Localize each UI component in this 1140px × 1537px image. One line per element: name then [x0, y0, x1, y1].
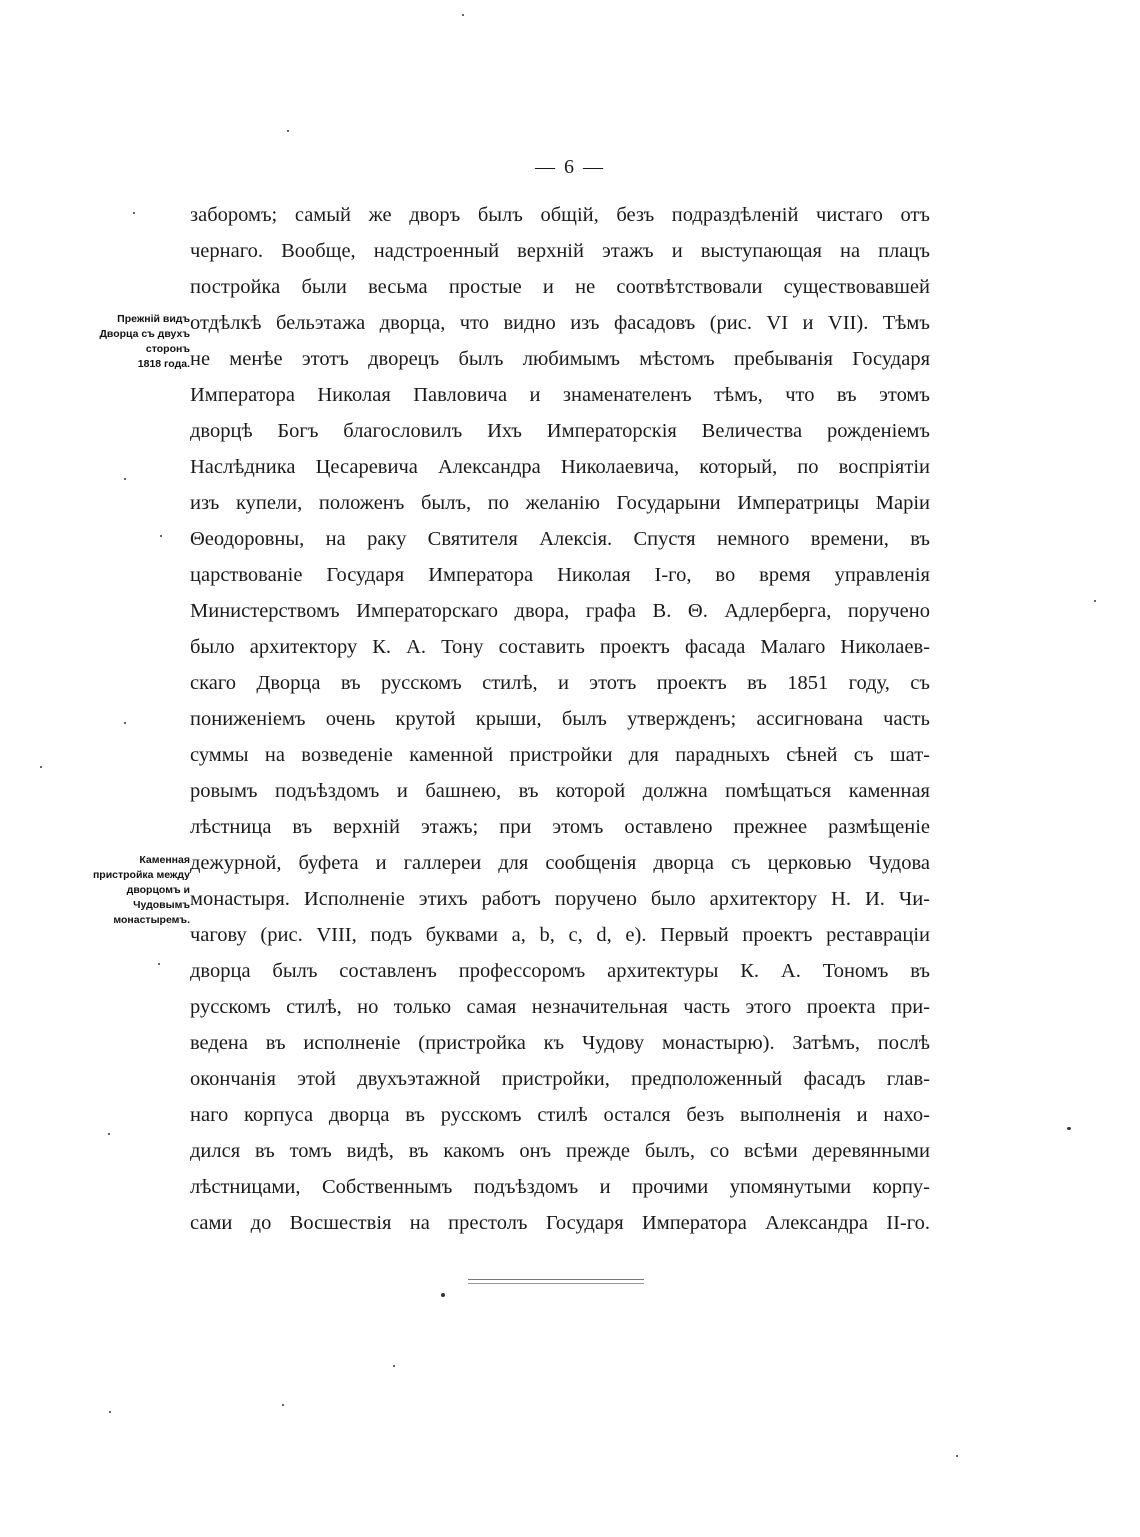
body-text: [190, 197, 930, 1241]
text-line: [190, 233, 930, 269]
text-line-content: было архитектору К. А. Тону составить проектъ фасада Малаго Николаев-: [190, 636, 930, 658]
text-line-content: заборомъ; самый же дворъ былъ общій, безъ подраздѣленій чистаго отъ: [190, 204, 930, 226]
text-line: [190, 521, 930, 557]
text-line: [190, 485, 930, 521]
text-line-content: скаго Дворца въ русскомъ стилѣ, и этотъ проектъ въ 1851 году, съ: [190, 672, 930, 694]
text-line: [190, 773, 930, 809]
scan-speck: [441, 1293, 445, 1297]
scan-speck: [1067, 1127, 1071, 1130]
scan-speck: [1094, 600, 1096, 602]
text-line: [190, 1205, 930, 1241]
text-line-content: Θеодоровны, на раку Святителя Алексія. Спустя немного времени, въ: [190, 528, 930, 550]
margin-note-line: дворцомъ и: [126, 884, 190, 896]
text-line: [190, 881, 930, 917]
text-line: [190, 1097, 930, 1133]
scan-speck: [158, 963, 160, 965]
text-line-content: дежурной, буфета и галлереи для сообщенія дворца съ церковью Чудова: [190, 852, 930, 874]
scan-speck: [108, 1133, 110, 1135]
scan-speck: [160, 535, 162, 537]
text-line: [190, 413, 930, 449]
scan-speck: [956, 1455, 958, 1457]
scan-speck: [40, 766, 42, 768]
text-line: [190, 269, 930, 305]
text-line-content: дворца былъ составленъ профессоромъ архитектуры К. А. Тономъ въ: [190, 960, 930, 982]
scan-speck: [282, 1404, 284, 1406]
text-line: [190, 593, 930, 629]
text-line: [190, 557, 930, 593]
margin-note-line: сторонъ: [145, 343, 190, 355]
scan-speck: [109, 1411, 111, 1413]
margin-note-line: Каменная: [139, 854, 190, 866]
text-line: [190, 665, 930, 701]
text-line-content: не менѣе этотъ дворецъ былъ любимымъ мѣстомъ пребыванія Государя: [190, 348, 930, 370]
page-number: — 6 —: [535, 156, 605, 178]
text-line: [190, 1169, 930, 1205]
text-line-content: монастыря. Исполненіе этихъ работъ поручено было архитектору Н. И. Чи-: [190, 888, 930, 910]
text-line: [190, 197, 930, 233]
text-line-content: лѣстницами, Собственнымъ подъѣздомъ и прочими упомянутыми корпу-: [190, 1176, 930, 1198]
text-line: [190, 989, 930, 1025]
text-line-content: чагову (рис. VIII, подъ буквами a, b, c, d, e). Первый проектъ реставраціи: [190, 924, 930, 946]
margin-note-line: пристройка между: [92, 869, 190, 881]
scan-speck: [133, 212, 135, 214]
text-line-content: дился въ томъ видѣ, въ какомъ онъ прежде былъ, со всѣми деревянными: [190, 1140, 930, 1162]
text-line-content: Наслѣдника Цесаревича Александра Николаевича, который, по воспріятіи: [190, 456, 930, 478]
text-line-content: Министерствомъ Императорскаго двора, графа В. Θ. Адлерберга, поручено: [190, 600, 930, 622]
text-line: [190, 809, 930, 845]
scan-speck: [124, 722, 126, 724]
text-line: [190, 377, 930, 413]
margin-note-line: монастыремъ.: [113, 914, 190, 926]
text-line-content: Императора Николая Павловича и знаменателенъ тѣмъ, что въ этомъ: [190, 384, 930, 406]
text-line: [190, 953, 930, 989]
text-line: [190, 1025, 930, 1061]
text-line-content: чернаго. Вообще, надстроенный верхній этажъ и выступающая на плацъ: [190, 240, 930, 262]
margin-note-stone-annex: [74, 853, 190, 928]
text-line-content: ведена въ исполненіе (пристройка къ Чудову монастырю). Затѣмъ, послѣ: [190, 1032, 930, 1054]
end-divider: [468, 1279, 644, 1284]
text-line-content: ровымъ подъѣздомъ и башнею, въ которой должна помѣщаться каменная: [190, 780, 930, 802]
scan-speck: [287, 130, 289, 132]
scan-speck: [393, 1365, 395, 1367]
text-line: [190, 1061, 930, 1097]
text-line-content: изъ купели, положенъ былъ, по желанію Государыни Императрицы Маріи: [190, 492, 930, 514]
text-line-content: лѣстница въ верхній этажъ; при этомъ оставлено прежнее размѣщеніе: [190, 816, 930, 838]
text-line-content: пониженіемъ очень крутой крыши, былъ утвержденъ; ассигнована часть: [190, 708, 930, 730]
text-line: [190, 305, 930, 341]
text-line-content: отдѣлкѣ бельэтажа дворца, что видно изъ фасадовъ (рис. VI и VII). Тѣмъ: [190, 312, 930, 334]
text-line: [190, 737, 930, 773]
margin-note-line: Прежній видъ: [117, 313, 190, 325]
text-line: [190, 629, 930, 665]
text-line-content: постройка были весьма простые и не соотвѣтствовали существовавшей: [190, 276, 930, 298]
text-line-content: русскомъ стилѣ, но только самая незначительная часть этого проекта при-: [190, 996, 930, 1018]
text-line: [190, 449, 930, 485]
text-line: [190, 845, 930, 881]
text-line-content: сами до Восшествія на престолъ Государя Императора Александра II-го.: [190, 1212, 930, 1234]
text-line-content: окончанія этой двухъэтажной пристройки, предположенный фасадъ глав-: [190, 1068, 930, 1090]
text-line: [190, 701, 930, 737]
margin-note-line: Чудовымъ: [133, 899, 190, 911]
text-line: [190, 341, 930, 377]
text-line-content: суммы на возведеніе каменной пристройки для парадныхъ сѣней съ шат-: [190, 744, 930, 766]
text-line: [190, 1133, 930, 1169]
text-line-content: наго корпуса дворца въ русскомъ стилѣ остался безъ выполненія и нахо-: [190, 1104, 930, 1126]
text-line-content: царствованіе Государя Императора Николая I-го, во время управленія: [190, 564, 930, 586]
margin-note-former-view: [74, 312, 190, 372]
text-line-content: дворцѣ Богъ благословилъ Ихъ Императорскія Величества рожденіемъ: [190, 420, 930, 442]
text-line: [190, 917, 930, 953]
margin-note-line: 1818 года.: [137, 358, 190, 370]
scan-speck: [124, 478, 126, 480]
margin-note-line: Дворца съ двухъ: [99, 328, 190, 340]
scan-speck: [462, 14, 464, 16]
